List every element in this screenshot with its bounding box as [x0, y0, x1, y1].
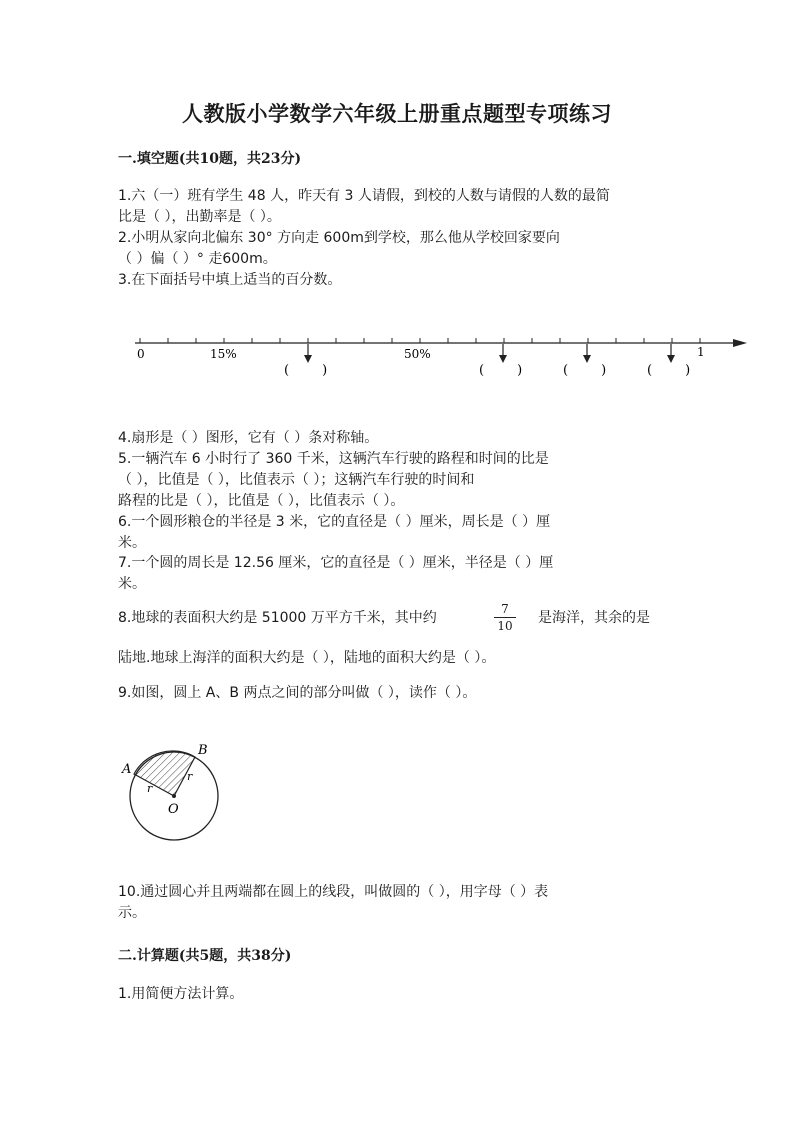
question-5-line-3: 路程的比是（ ），比值是（ ），比值表示（ ）。 — [118, 493, 405, 509]
center-point — [172, 794, 176, 798]
question-6-line-1: 6.一个圆形粮仓的半径是 3 米，它的直径是（ ）厘米，周长是（ ）厘 — [118, 514, 551, 530]
label-50-percent: 50% — [404, 347, 431, 361]
label-zero: 0 — [137, 347, 145, 361]
section-heading-fill-blank: 一.填空题(共10题，共23分) — [118, 151, 302, 167]
radius-label-left: r — [147, 782, 153, 795]
question-5-line-2: （ ），比值是（ ），比值表示（ ）；这辆汽车行驶的时间和 — [118, 472, 475, 488]
center-o-label: O — [168, 802, 179, 817]
calc-question-1: 1.用简便方法计算。 — [118, 986, 244, 1002]
question-1-line-2: 比是（ ），出勤率是（ ）。 — [118, 209, 281, 225]
blank-4: ( ) — [647, 363, 691, 378]
question-1-line-1: 1.六（一）班有学生 48 人，昨天有 3 人请假，到校的人数与请假的人数的最简 — [118, 188, 610, 204]
question-8-line-1a: 8.地球的表面积大约是 51000 万平方千米，其中约 — [118, 610, 437, 626]
label-15-percent: 15% — [210, 347, 237, 361]
question-8-line-2: 陆地.地球上海洋的面积大约是（ ），陆地的面积大约是（ ）。 — [118, 650, 496, 666]
down-arrow-4 — [667, 344, 675, 363]
question-10-line-1: 10.通过圆心并且两端都在圆上的线段，叫做圆的（ ），用字母（ ）表 — [118, 884, 549, 900]
circle-sector-figure — [112, 735, 232, 850]
question-2-line-2: （ ）偏（ ）° 走600m。 — [118, 251, 277, 267]
question-6-line-2: 米。 — [118, 535, 146, 551]
blank-3: ( ) — [563, 363, 607, 378]
down-arrow-3 — [583, 344, 591, 363]
sector-shaded — [134, 751, 195, 796]
fraction-denominator: 10 — [497, 619, 513, 633]
down-arrow-1 — [304, 344, 312, 363]
question-7-line-2: 米。 — [118, 576, 146, 592]
number-line-arrowhead — [733, 339, 747, 347]
question-5-line-1: 5.一辆汽车 6 小时行了 360 千米，这辆汽车行驶的路程和时间的比是 — [118, 451, 549, 467]
number-line-ticks — [140, 338, 700, 343]
radius-label-right: r — [187, 770, 193, 783]
question-4: 4.扇形是（ ）图形，它有（ ）条对称轴。 — [118, 430, 379, 446]
section-heading-calculation: 二.计算题(共5题，共38分) — [118, 948, 292, 964]
question-10-line-2: 示。 — [118, 905, 146, 921]
question-3: 3.在下面括号中填上适当的百分数。 — [118, 272, 342, 288]
down-arrow-2 — [499, 344, 507, 363]
question-8-line-1b: 是海洋，其余的是 — [538, 610, 650, 626]
number-line-figure — [0, 318, 794, 388]
blank-1: ( ) — [284, 363, 328, 378]
point-a-label: A — [122, 762, 132, 777]
fraction-seven-tenths — [494, 602, 516, 633]
blank-2: ( ) — [479, 363, 523, 378]
label-one: 1 — [697, 345, 705, 359]
fraction-bar — [494, 617, 516, 618]
point-b-label: B — [198, 743, 208, 758]
question-2-line-1: 2.小明从家向北偏东 30° 方向走 600m到学校，那么他从学校回家要向 — [118, 230, 560, 246]
page-title: 人教版小学数学六年级上册重点题型专项练习 — [182, 101, 612, 126]
fraction-numerator: 7 — [501, 602, 509, 616]
question-9: 9.如图，圆上 A、B 两点之间的部分叫做（ ），读作（ ）。 — [118, 685, 477, 701]
question-7-line-1: 7.一个圆的周长是 12.56 厘米，它的直径是（ ）厘米，半径是（ ）厘 — [118, 555, 554, 571]
